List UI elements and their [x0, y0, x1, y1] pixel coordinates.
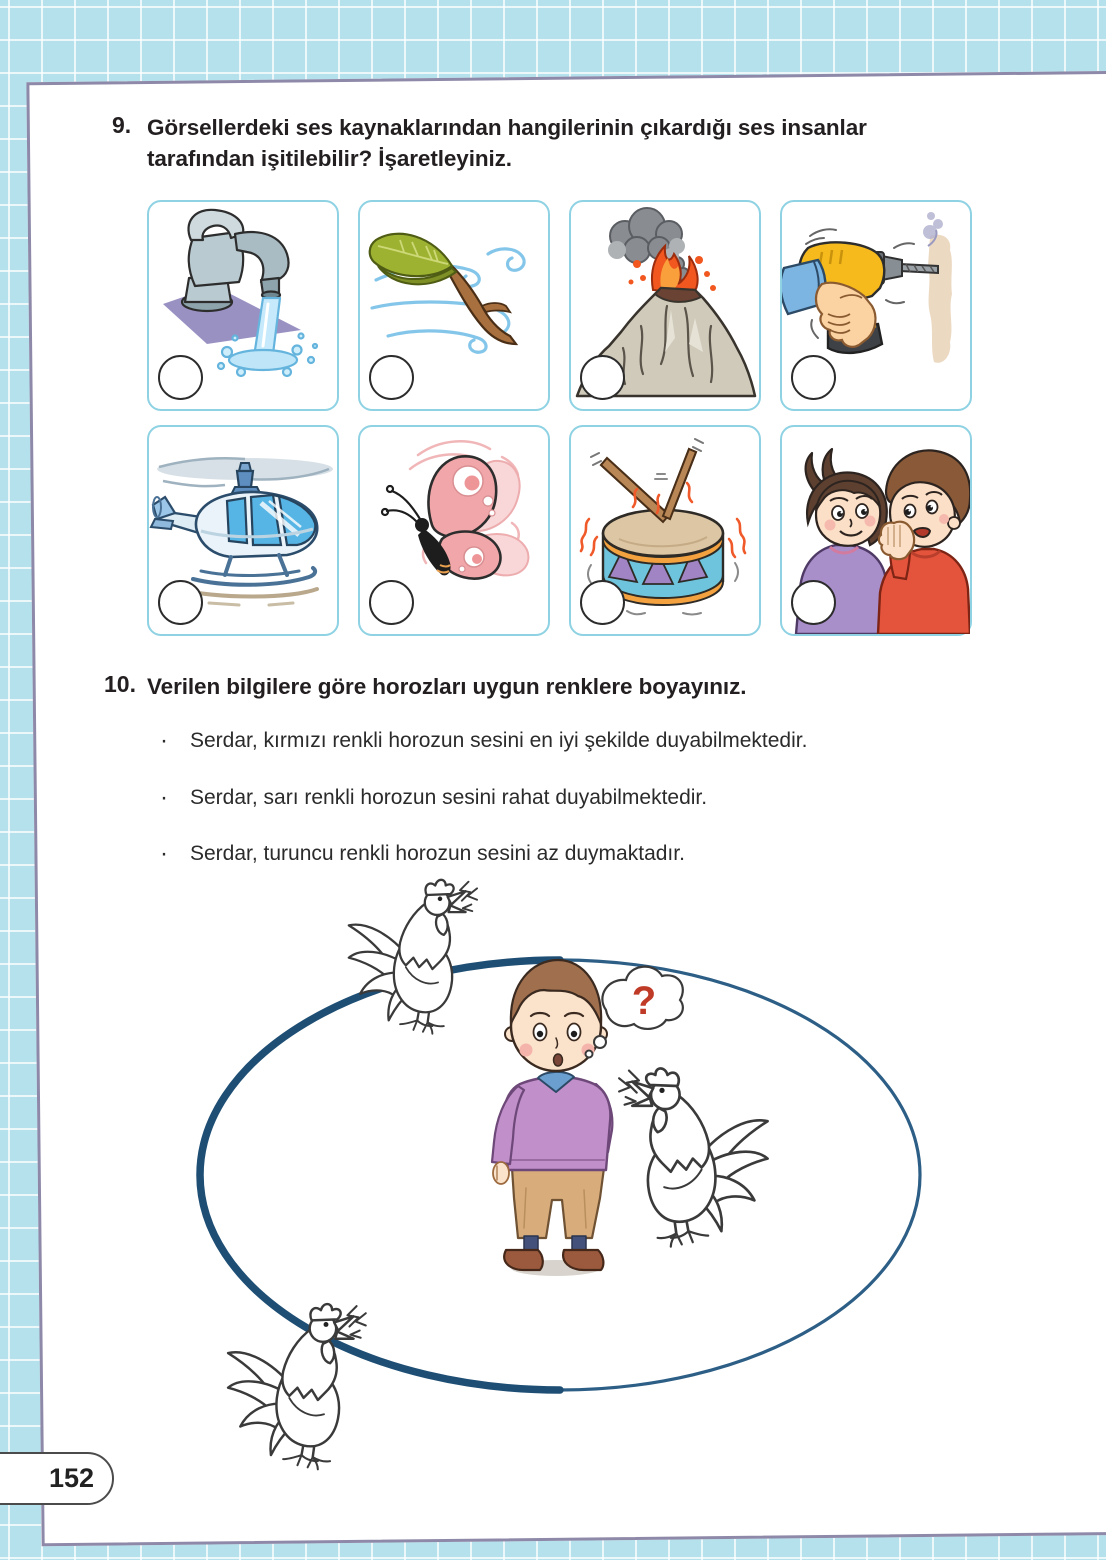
rooster-outline-top-left[interactable] [349, 880, 477, 1034]
question-9-text: Görsellerdeki ses kaynaklarından hangilerinin çıkardığı ses insanlar tarafından işitilebilir? İşaretleyiniz. [147, 115, 867, 171]
boy-wondering [492, 960, 612, 1276]
bullet-dot: · [160, 727, 168, 754]
bullet-text: Serdar, sarı renkli horozun sesini rahat duyabilmektedir. [190, 786, 708, 809]
bullet-dot: · [160, 784, 168, 811]
bullet-item-red-rooster [160, 727, 1060, 754]
question-mark: ? [631, 979, 657, 1023]
sound-card-whispering-children [780, 425, 972, 636]
page-number: 152 [48, 1463, 94, 1493]
answer-circle-drill[interactable] [791, 355, 836, 400]
bullet-item-yellow-rooster [160, 784, 1060, 811]
question-10-number: 10. [104, 671, 136, 697]
sound-card-butterfly [358, 425, 550, 636]
sound-card-drill [780, 200, 972, 411]
answer-circle-butterfly[interactable] [369, 580, 414, 625]
answer-circle-leaf[interactable] [369, 355, 414, 400]
question-9-number: 9. [112, 112, 132, 138]
bullet-dot: · [160, 840, 168, 867]
rooster-coloring-illustration [160, 858, 1000, 1508]
answer-circle-drum[interactable] [580, 580, 625, 625]
sound-card-drum [569, 425, 761, 636]
sound-card-faucet [147, 200, 339, 411]
sound-card-helicopter [147, 425, 339, 636]
answer-circle-volcano[interactable] [580, 355, 625, 400]
answer-circle-helicopter[interactable] [158, 580, 203, 625]
rooster-outline-center[interactable] [619, 1068, 768, 1246]
rooster-outline-bottom-left[interactable] [228, 1304, 366, 1469]
answer-circle-faucet[interactable] [158, 355, 203, 400]
bullet-text: Serdar, turuncu renkli horozun sesini az duymaktadır. [190, 842, 685, 865]
bullet-text: Serdar, kırmızı renkli horozun sesini en iyi şekilde duyabilmektedir. [190, 729, 808, 752]
answer-circle-whispering[interactable] [791, 580, 836, 625]
sound-card-leaf [358, 200, 550, 411]
sound-card-volcano [569, 200, 761, 411]
question-10-text: Verilen bilgilere göre horozları uygun renklere boyayınız. [147, 674, 747, 699]
page-number-badge [0, 1452, 114, 1505]
